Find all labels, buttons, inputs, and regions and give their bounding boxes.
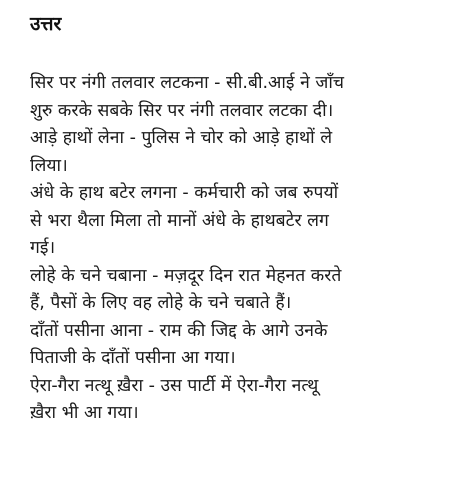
entry-2-line-2: लिया। — [30, 155, 68, 176]
entry-1-line-1: सिर पर नंगी तलवार लटकना - सी.बी.आई ने जाँच — [30, 73, 344, 93]
entry-5-line-2: पिताजी के दाँतों पसीना आ गया। — [30, 348, 236, 368]
entry-3-line-3: गई। — [30, 238, 56, 258]
idiom-entry-3 — [30, 180, 460, 263]
entry-2-line-1: आड़े हाथों लेना - पुलिस ने चोर को आड़े हाथों ले — [30, 128, 333, 148]
entry-4-line-2: हैं, पैसों के लिए वह लोहे के चने चबाते हैं। — [30, 293, 292, 313]
answer-heading: उत्तर — [30, 13, 62, 35]
entry-6-line-2: ख़ैरा भी आ गया। — [30, 403, 139, 423]
entry-5-line-1: दाँतों पसीना आना - राम की जिद्द के आगे उनके — [30, 320, 328, 341]
entry-6-line-1: ऐरा-गैरा नत्थू ख़ैरा - उस पार्टी में ऐरा-गैरा नत्थू — [30, 375, 319, 396]
entry-1-line-2: शुरु करके सबके सिर पर नंगी तलवार लटका दी। — [30, 100, 334, 121]
idiom-entry-6 — [30, 373, 460, 428]
idiom-entry-1 — [30, 70, 460, 125]
entry-3-line-1: अंधे के हाथ बटेर लगना - कर्मचारी को जब रुपयों — [30, 183, 339, 203]
idiom-entry-2 — [30, 125, 460, 180]
entry-3-line-2: से भरा थैला मिला तो मानों अंधे के हाथबटेर लग — [30, 210, 329, 231]
idiom-entry-5 — [30, 318, 460, 373]
idiom-entry-4 — [30, 263, 460, 318]
entry-4-line-1: लोहे के चने चबाना - मज़दूर दिन रात मेहनत करते — [30, 265, 342, 286]
